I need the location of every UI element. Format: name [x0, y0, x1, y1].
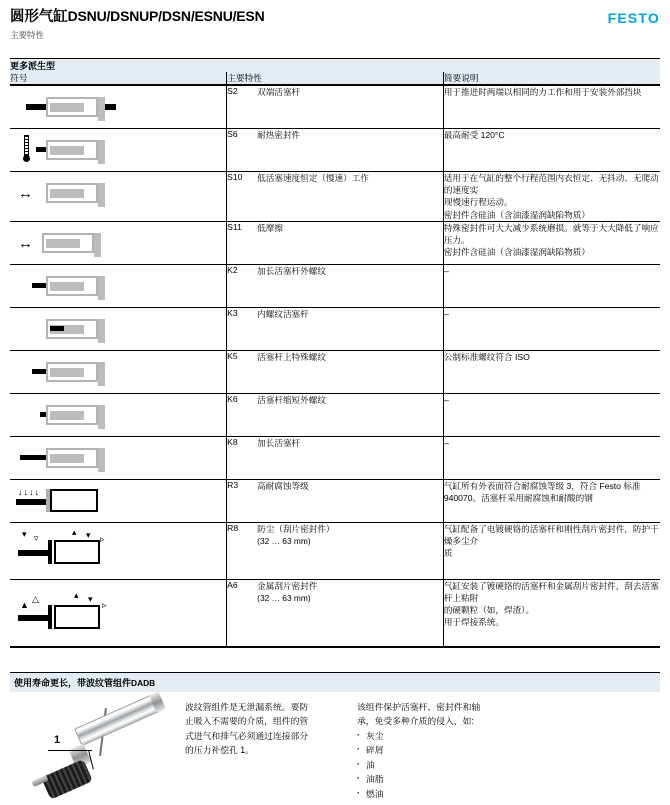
arrow-speed-cylinder-icon: [10, 177, 132, 207]
feature-cell: [227, 129, 444, 172]
table-row: [10, 307, 660, 350]
description-line: 质: [443, 548, 453, 559]
feature-cell: [227, 479, 444, 522]
bellows-section-title: [10, 672, 660, 692]
symbol-cell: [10, 221, 227, 264]
bellows-section: [10, 672, 660, 805]
table-row: [10, 172, 660, 222]
page-title-cn: 圆形气缸: [10, 9, 68, 25]
photo-callout-line: [48, 750, 92, 751]
feature-cell: [227, 264, 444, 307]
variant-feature: 高耐腐蚀等级: [257, 480, 309, 491]
extended-rod-icon: [10, 442, 132, 472]
feature-cell: [227, 85, 444, 129]
media-list: [357, 729, 557, 802]
page-title: [10, 8, 660, 26]
description-line: –: [443, 308, 449, 319]
description-line: 气缸安装了镀硬铬的活塞杆和金属刮片密封件，刮去活塞杆上粘附: [443, 580, 659, 604]
table-row: [10, 479, 660, 522]
column-header-feature: 主要特性: [227, 72, 444, 85]
description-cell: [443, 264, 660, 307]
description-line: 密封件含硅油（含油漆湿润缺陷物质）: [443, 209, 590, 220]
symbol-cell: [10, 307, 227, 350]
variant-code: K5: [227, 350, 238, 361]
page-subtitle: 主要特性: [10, 30, 45, 40]
list-item: · 油脂: [357, 772, 557, 787]
bellows-text-line: 式进气和排气必须通过连接部分: [185, 730, 309, 741]
table-row: [10, 393, 660, 436]
female-thread-rod-icon: [10, 313, 132, 343]
table-caption: 更多派生型: [10, 59, 660, 73]
extended-male-thread-rod-icon: [10, 270, 132, 300]
bellows-section-body: [10, 700, 660, 805]
corrosion-resistance-icon: [10, 485, 132, 515]
symbol-cell: [10, 172, 227, 222]
variants-table: [10, 58, 660, 648]
description-cell: [443, 221, 660, 264]
variant-code: S2: [227, 86, 238, 96]
variant-code: S6: [227, 129, 238, 139]
bellows-right-text: [357, 700, 557, 805]
description-line: 用于推进时两端以相同的力工作和用于安装外部挡块: [443, 87, 642, 97]
variant-feature: 内螺纹活塞杆: [257, 308, 309, 319]
variant-code: S11: [227, 221, 242, 232]
description-line: –: [443, 394, 449, 405]
description-line: 公制标准螺纹符合 ISO: [443, 351, 530, 362]
description-line: 的硬颗粒（如，焊渣）。: [443, 605, 535, 616]
feature-cell: [227, 579, 444, 647]
list-item: · 碎屑: [357, 743, 557, 758]
table-caption-row: [10, 59, 660, 73]
description-line: 特殊密封件可大大减少系统磨损。就等于大大降低了响应压力。: [443, 222, 659, 246]
variant-feature: 活塞杆缩短外螺纹: [257, 394, 326, 405]
variant-size-note: (32 … 63 mm): [257, 592, 311, 603]
description-line: 气缸所有外表面符合耐腐蚀等级 3，符合 Festo 标准: [443, 480, 641, 491]
photo-barrel: [74, 693, 162, 746]
variant-code: K3: [227, 307, 238, 318]
description-cell: [443, 522, 660, 579]
feature-cell: [227, 522, 444, 579]
symbol-cell: [10, 264, 227, 307]
description-cell: [443, 85, 660, 129]
variant-feature: 耐热密封件: [257, 130, 301, 140]
description-cell: [443, 129, 660, 172]
description-cell: [443, 393, 660, 436]
description-line: 940070。活塞杆采用耐腐蚀和耐酸的钢: [443, 493, 593, 504]
double-rod-cylinder-icon: [10, 91, 132, 121]
variant-feature: 防尘（刮片密封件）: [257, 523, 335, 534]
metal-scraper-seal-icon: ▲ △ ▴ ▾ ▹: [10, 585, 132, 639]
variant-feature: 低活塞速度恒定（慢速）工作: [257, 173, 369, 183]
special-thread-rod-icon: [10, 356, 132, 386]
table-row: [10, 579, 660, 647]
description-cell: [443, 350, 660, 393]
feature-cell: [227, 221, 444, 264]
variant-code: K8: [227, 436, 238, 447]
table-row: [10, 350, 660, 393]
symbol-cell: [10, 129, 227, 172]
thermometer-cylinder-icon: [10, 134, 132, 164]
symbol-cell: [10, 479, 227, 522]
bellows-title-latin: DADB: [131, 677, 156, 688]
table-row: [10, 522, 660, 579]
feature-cell: [227, 436, 444, 479]
table-row: [10, 264, 660, 307]
column-header-description: 简要说明: [443, 72, 660, 85]
symbol-cell: [10, 522, 227, 579]
variant-code: R8: [227, 522, 239, 533]
page-title-latin: DSNU/DSNUP/DSN/ESNU/ESN: [67, 8, 265, 24]
variant-feature: 低摩擦: [257, 222, 283, 233]
description-cell: [443, 307, 660, 350]
table-row: [10, 129, 660, 172]
description-line: 用于焊接系统。: [443, 617, 504, 628]
variant-feature: 加长活塞杆: [257, 437, 301, 448]
description-line: 适用于在气缸的整个行程范围内衣恒定、无抖动、无爬动的速度实: [443, 173, 659, 196]
variant-feature: 加长活塞杆外螺纹: [257, 265, 326, 276]
bellows-cylinder-photo: [26, 706, 176, 801]
description-cell: [443, 172, 660, 222]
description-cell: [443, 579, 660, 647]
description-line: 气缸配备了电镀硬铬的活塞杆和刚性刮片密封件，防护干燥多尘介: [443, 523, 659, 547]
table-row: [10, 85, 660, 129]
feature-cell: [227, 393, 444, 436]
symbol-cell: [10, 393, 227, 436]
description-line: –: [443, 265, 449, 276]
variant-code: A6: [227, 579, 238, 590]
list-item: · 油: [357, 758, 557, 773]
variant-code: K2: [227, 264, 238, 275]
bellows-text-line: 波纹管组件是无泄漏系统。要防: [185, 701, 309, 712]
description-line: 密封件含硅油（含油漆湿润缺陷物质）: [443, 247, 590, 258]
description-cell: [443, 436, 660, 479]
symbol-cell: [10, 350, 227, 393]
bellows-text-line: 的压力补偿孔 1。: [185, 745, 254, 756]
bellows-text-line: 止吸入不需要的介质，组件的管: [185, 716, 309, 727]
table-header-row: [10, 72, 660, 85]
bellows-title-cn: 使用寿命更长，带波纹管组件: [14, 677, 132, 688]
feature-cell: [227, 350, 444, 393]
symbol-cell: [10, 436, 227, 479]
bellows-intro-line: 承，免受多种介质的侵入，如:: [357, 716, 474, 727]
list-item: · 燃油: [357, 787, 557, 802]
variant-feature: 双端活塞杆: [257, 87, 301, 97]
table-row: [10, 436, 660, 479]
variants-table-wrapper: [10, 58, 660, 648]
column-header-symbol: 符号: [10, 72, 227, 85]
description-line: –: [443, 437, 449, 448]
double-arrow-icon: ↔: [18, 185, 33, 202]
variant-size-note: (32 … 63 mm): [257, 535, 311, 546]
bellows-intro-line: 该组件保护活塞杆、密封件和轴: [357, 701, 481, 712]
dust-scraper-seal-icon: ▾ ▿ ▴ ▾ ▹: [10, 528, 132, 572]
droplets-icon: ↓↓↓↓: [18, 486, 40, 497]
page-header: [0, 0, 670, 46]
arrow-low-friction-cylinder-icon: [10, 227, 132, 257]
variant-code: S10: [227, 172, 243, 182]
list-item: · 灰尘: [357, 729, 557, 744]
variant-feature: 活塞杆上特殊螺纹: [257, 351, 326, 362]
description-line: 现慢速行程运动。: [443, 197, 513, 208]
symbol-cell: [10, 85, 227, 129]
double-arrow-icon: ↔: [18, 234, 33, 252]
variant-code: R3: [227, 479, 239, 490]
feature-cell: [227, 307, 444, 350]
festo-logo: FESTO: [607, 10, 660, 26]
description-cell: [443, 479, 660, 522]
variant-feature: 金属刮片密封件: [257, 580, 318, 591]
symbol-cell: [10, 579, 227, 647]
photo-bellows: [41, 759, 93, 800]
photo-callout-label: 1: [54, 733, 61, 746]
bellows-photo-column: [10, 700, 185, 805]
bellows-left-text: [185, 700, 357, 805]
feature-cell: [227, 172, 444, 222]
shortened-male-thread-rod-icon: [10, 399, 132, 429]
variant-code: K6: [227, 393, 238, 404]
table-row: [10, 221, 660, 264]
description-line: 最高耐受 120°C: [443, 130, 505, 140]
